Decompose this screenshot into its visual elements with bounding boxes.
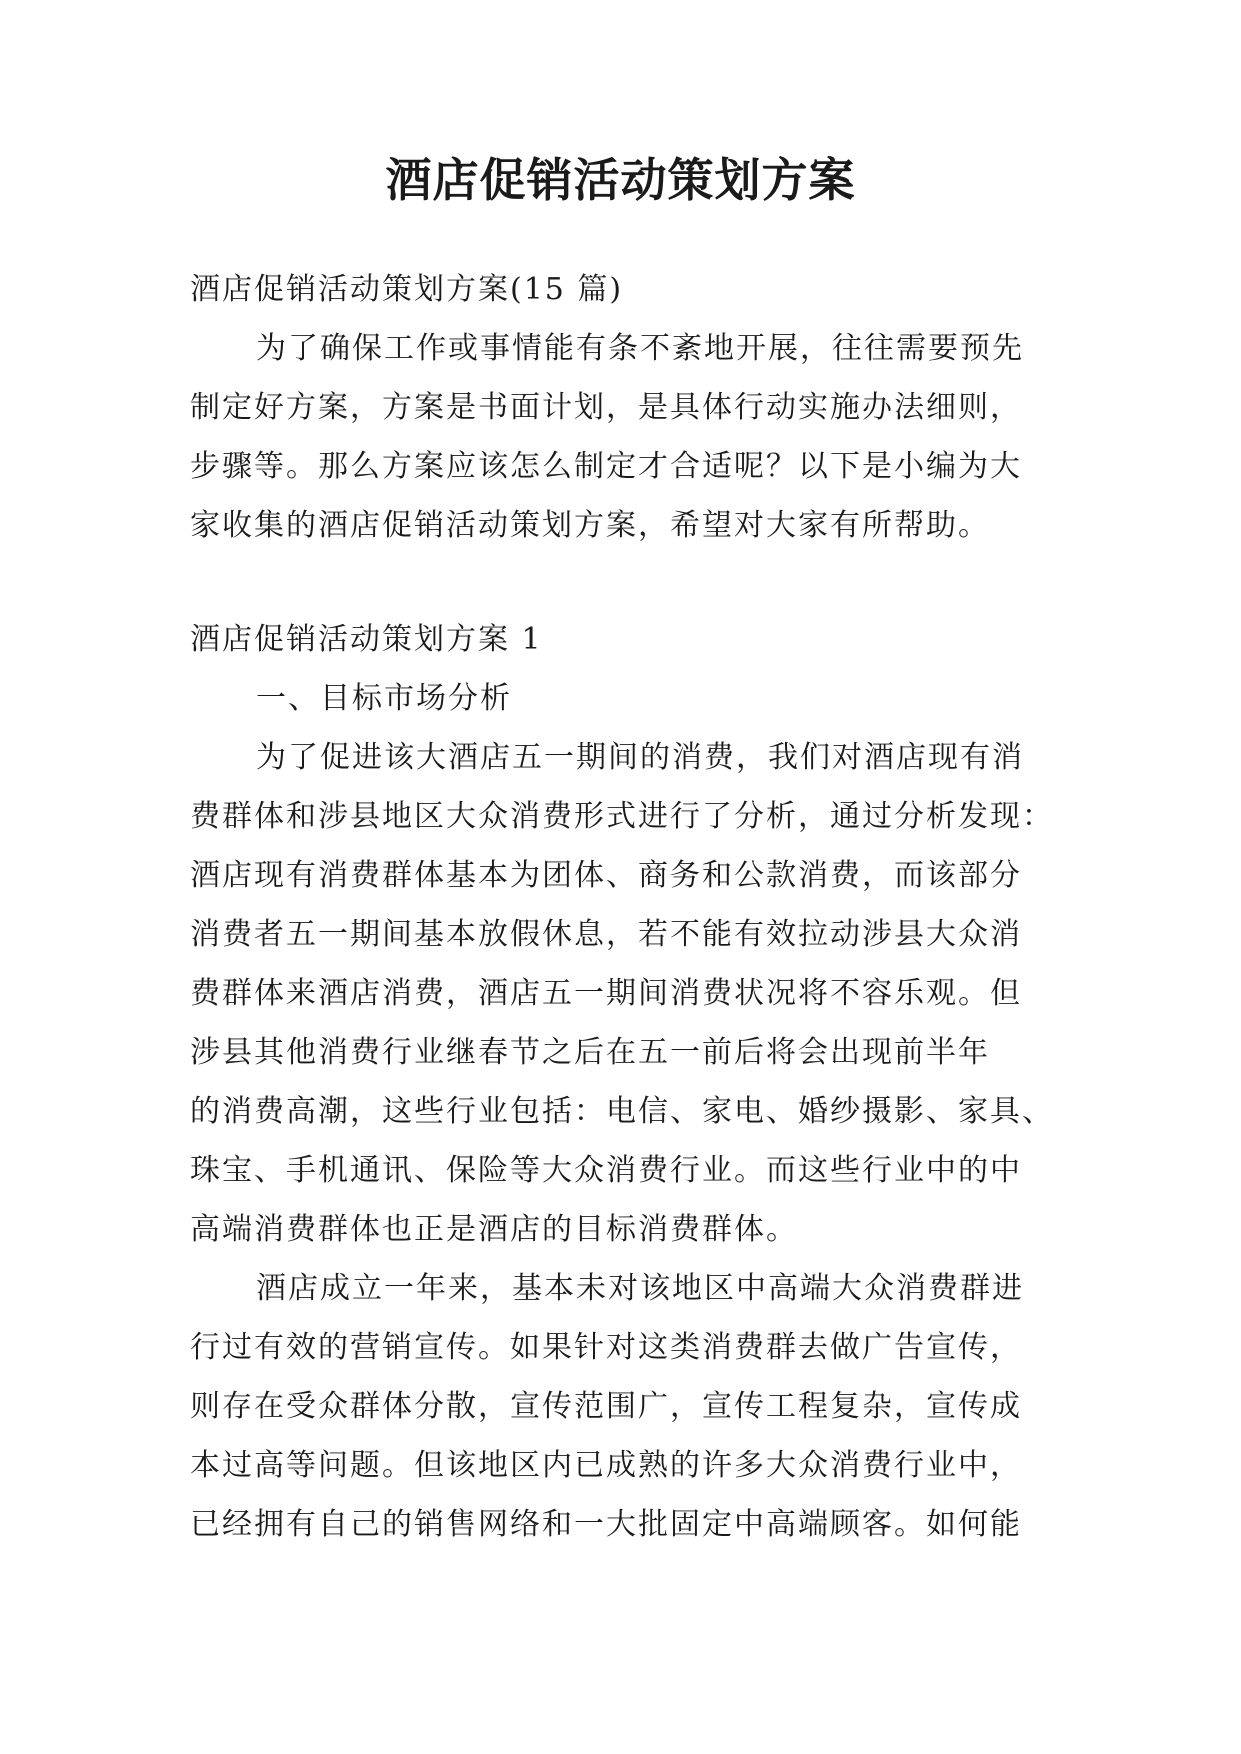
paragraph-line: 酒店现有消费群体基本为团体、商务和公款消费，而该部分 — [190, 858, 1022, 893]
intro-paragraph — [190, 319, 1060, 555]
intro-line: 步骤等。那么方案应该怎么制定才合适呢？以下是小编为大 — [190, 449, 1022, 484]
paragraph-line: 费群体和涉县地区大众消费形式进行了分析，通过分析发现： — [190, 799, 1054, 834]
intro-line: 为了确保工作或事情能有条不紊地开展，往往需要预先 — [256, 331, 1024, 366]
section-spacer — [190, 555, 1060, 610]
paragraph-line: 本过高等问题。但该地区内已成熟的许多大众消费行业中， — [190, 1448, 1022, 1483]
paragraph-line: 珠宝、手机通讯、保险等大众消费行业。而这些行业中的中 — [190, 1153, 1022, 1188]
document-title: 酒店促销活动策划方案 — [385, 153, 856, 207]
section-heading: 酒店促销活动策划方案 1 — [190, 622, 543, 657]
paragraph-market-analysis — [190, 728, 1060, 1259]
document-body — [190, 260, 1060, 1554]
paragraph-line: 酒店成立一年来，基本未对该地区中高端大众消费群进 — [256, 1271, 1024, 1306]
intro-line: 制定好方案，方案是书面计划，是具体行动实施办法细则， — [190, 390, 1022, 425]
subsection-heading: 一、目标市场分析 — [256, 681, 512, 716]
paragraph-marketing-status — [190, 1259, 1060, 1554]
paragraph-line: 消费者五一期间基本放假休息，若不能有效拉动涉县大众消 — [190, 917, 1022, 952]
paragraph-line: 为了促进该大酒店五一期间的消费，我们对酒店现有消 — [256, 740, 1024, 775]
document-subtitle: 酒店促销活动策划方案(15 篇) — [190, 272, 624, 307]
paragraph-line: 行过有效的营销宣传。如果针对这类消费群去做广告宣传， — [190, 1330, 1022, 1365]
paragraph-line: 涉县其他消费行业继春节之后在五一前后将会出现前半年 — [190, 1035, 990, 1070]
paragraph-line: 高端消费群体也正是酒店的目标消费群体。 — [190, 1212, 798, 1247]
paragraph-line: 已经拥有自己的销售网络和一大批固定中高端顾客。如何能 — [190, 1507, 1022, 1542]
paragraph-line: 则存在受众群体分散，宣传范围广，宣传工程复杂，宣传成 — [190, 1389, 1022, 1424]
paragraph-line: 费群体来酒店消费，酒店五一期间消费状况将不容乐观。但 — [190, 976, 1022, 1011]
intro-line: 家收集的酒店促销活动策划方案，希望对大家有所帮助。 — [190, 508, 990, 543]
paragraph-line: 的消费高潮，这些行业包括：电信、家电、婚纱摄影、家具、 — [190, 1094, 1054, 1129]
